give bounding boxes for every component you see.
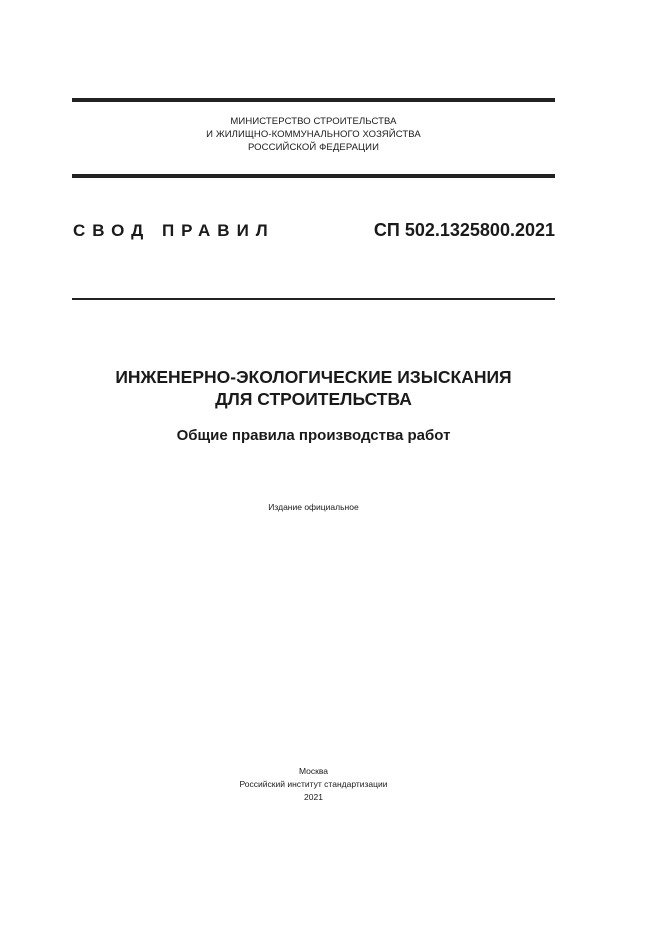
top-rule (72, 98, 555, 102)
imprint-publisher: Российский институт стандартизации (239, 779, 388, 789)
code-number: СП 502.1325800.2021 (373, 220, 555, 240)
title-line: ИНЖЕНЕРНО-ЭКОЛОГИЧЕСКИЕ ИЗЫСКАНИЯ (115, 367, 512, 387)
imprint-year: 2021 (304, 792, 323, 802)
document-subtitle: Общие правила производства работ (176, 427, 451, 444)
middle-rule (72, 174, 555, 178)
imprint-city: Москва (298, 766, 329, 776)
ministry-line: РОССИЙСКОЙ ФЕДЕРАЦИИ (247, 142, 380, 153)
ministry-block (72, 115, 555, 154)
ministry-line: И ЖИЛИЩНО-КОММУНАЛЬНОГО ХОЗЯЙСТВА (206, 129, 421, 140)
title-line: ДЛЯ СТРОИТЕЛЬСТВА (215, 389, 412, 409)
code-label: СВОД ПРАВИЛ (73, 221, 275, 240)
ministry-line: МИНИСТЕРСТВО СТРОИТЕЛЬСТВА (230, 116, 397, 127)
lower-rule (72, 298, 555, 300)
document-title (72, 366, 555, 410)
imprint-block (72, 765, 555, 804)
edition-note: Издание официальное (268, 502, 359, 512)
